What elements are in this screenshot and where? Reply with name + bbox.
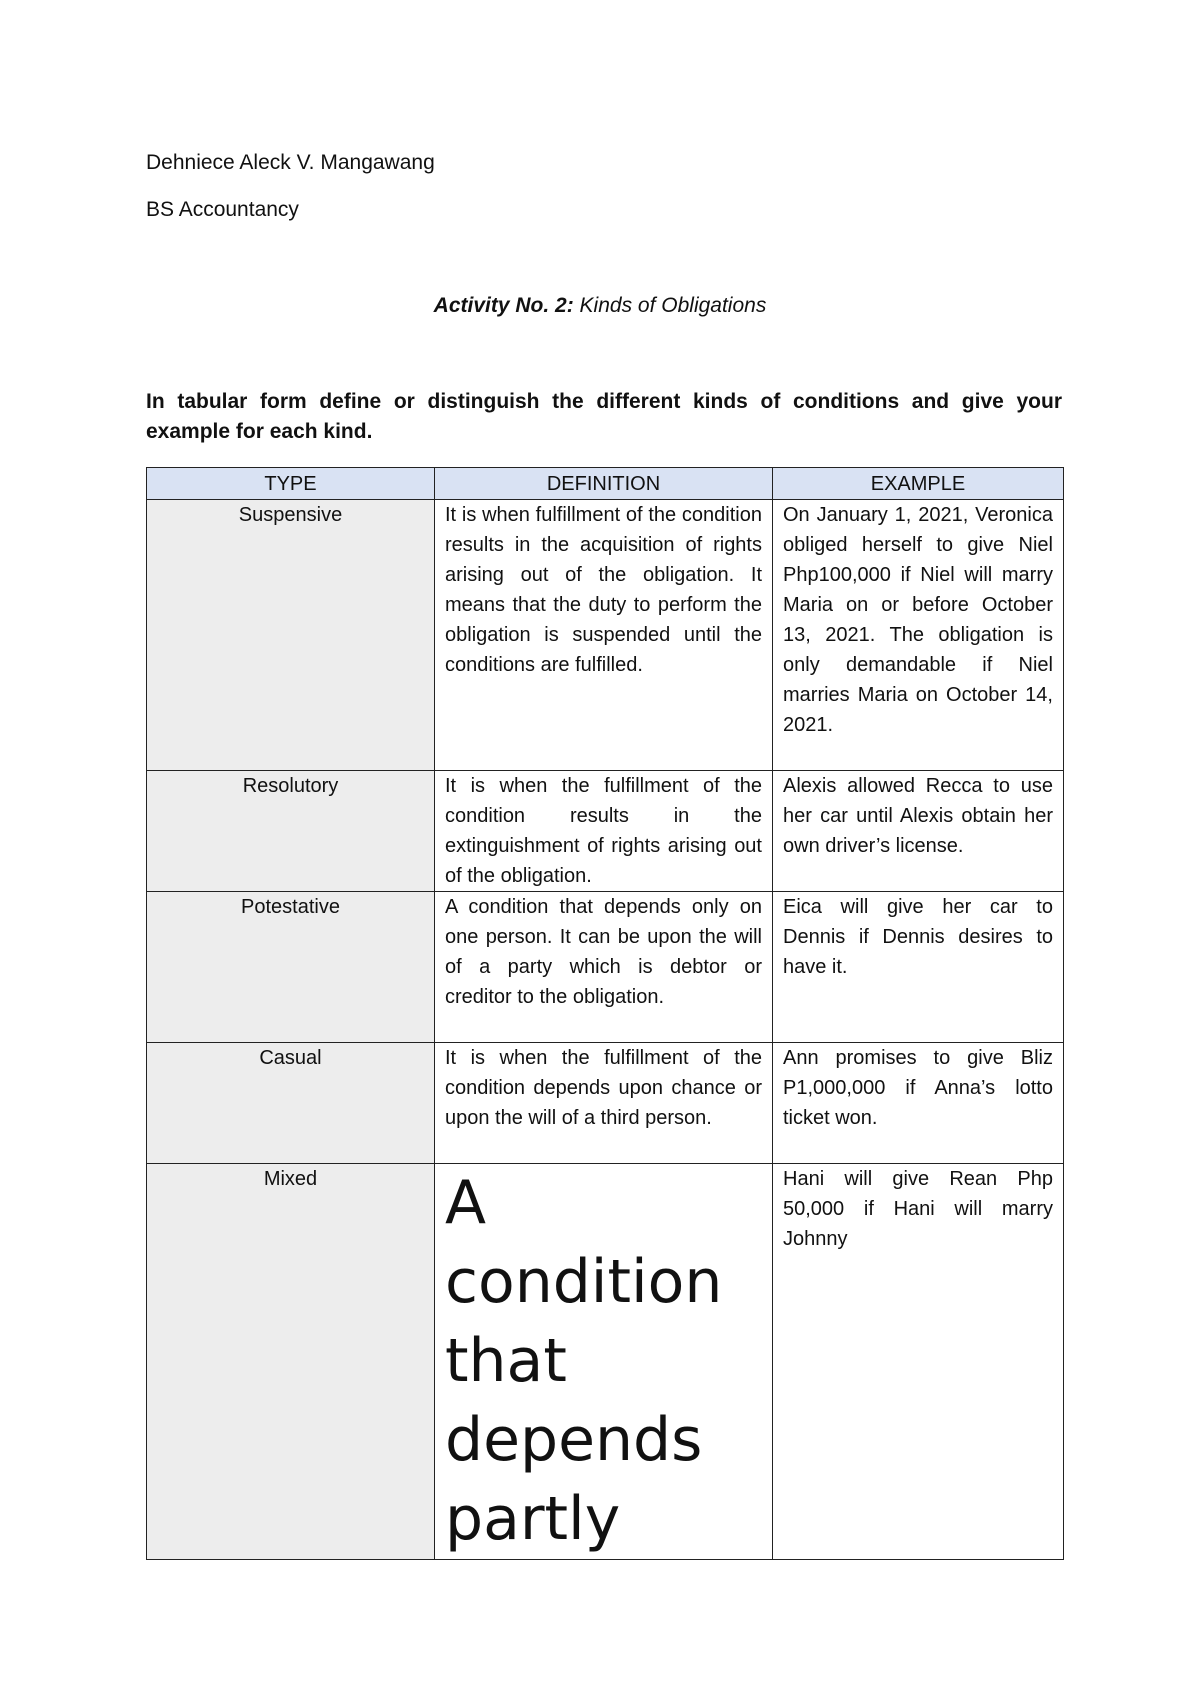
conditions-table bbox=[146, 467, 1064, 1560]
activity-topic: Kinds of Obligations bbox=[579, 294, 767, 317]
activity-label: Activity No. 2: bbox=[433, 294, 574, 317]
example-cell: Eica will give her car to Dennis if Dennis desires to have it. bbox=[773, 892, 1064, 1043]
type-cell: Suspensive bbox=[147, 500, 435, 771]
definition-cell: A condition that depends only on one person. It can be upon the will of a party which is debtor or creditor to the obligation. bbox=[435, 892, 773, 1043]
instruction-text: In tabular form define or distinguish the different kinds of conditions and give your example for each kind. bbox=[146, 390, 1062, 443]
example-cell: On January 1, 2021, Veronica obliged herself to give Niel Php100,000 if Niel will marry Maria on or before October 13, 2021. The obligation is only demandable if Niel marries Maria on October 14, 2021. bbox=[773, 500, 1064, 771]
type-cell: Potestative bbox=[147, 892, 435, 1043]
definition-cell: It is when the fulfillment of the condition results in the extinguishment of rights arising out of the obligation. bbox=[435, 771, 773, 892]
table-row bbox=[147, 1043, 1064, 1164]
definition-cell: It is when fulfillment of the condition results in the acquisition of rights arising out of the obligation. It means that the duty to perform the obligation is suspended until the conditions are fulfilled. bbox=[435, 500, 773, 771]
example-cell: Alexis allowed Recca to use her car until Alexis obtain her own driver’s license. bbox=[773, 771, 1064, 892]
table-header-row bbox=[147, 468, 1064, 500]
table-row bbox=[147, 892, 1064, 1043]
table-row bbox=[147, 500, 1064, 771]
header-type: TYPE bbox=[147, 468, 435, 500]
example-cell: Ann promises to give Bliz P1,000,000 if Anna’s lotto ticket won. bbox=[773, 1043, 1064, 1164]
student-program: BS Accountancy bbox=[146, 198, 299, 221]
type-cell: Resolutory bbox=[147, 771, 435, 892]
table-row bbox=[147, 771, 1064, 892]
type-cell: Mixed bbox=[147, 1164, 435, 1560]
definition-cell: A condition that depends partly bbox=[435, 1164, 773, 1560]
header-example: EXAMPLE bbox=[773, 468, 1064, 500]
example-cell: Hani will give Rean Php 50,000 if Hani will marry Johnny bbox=[773, 1164, 1064, 1560]
activity-title bbox=[0, 293, 1200, 319]
header-definition: DEFINITION bbox=[435, 468, 773, 500]
table-row bbox=[147, 1164, 1064, 1560]
type-cell: Casual bbox=[147, 1043, 435, 1164]
definition-cell: It is when the fulfillment of the condition depends upon chance or upon the will of a third person. bbox=[435, 1043, 773, 1164]
student-name: Dehniece Aleck V. Mangawang bbox=[146, 151, 435, 174]
